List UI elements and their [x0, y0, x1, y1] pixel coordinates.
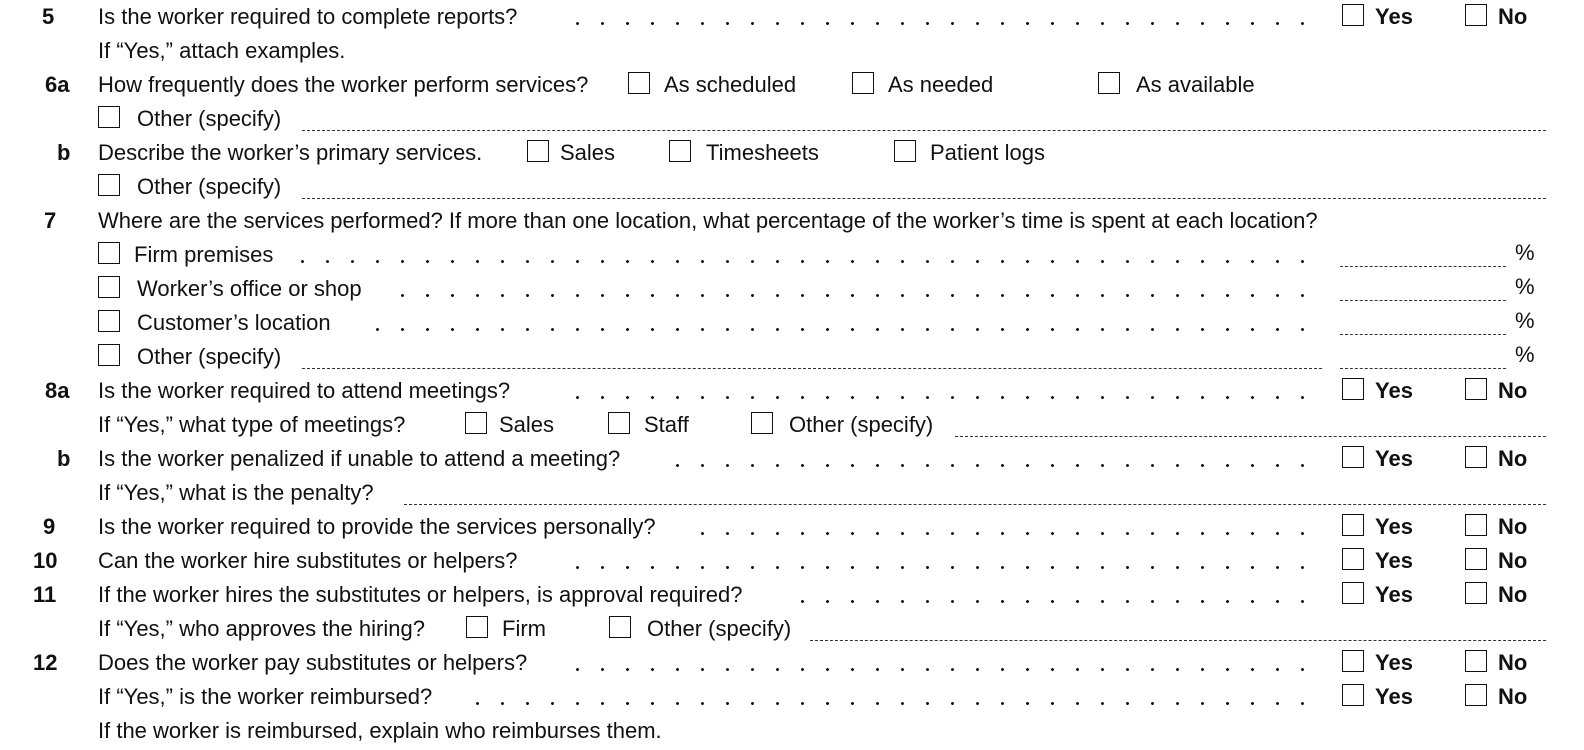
- q12-no-checkbox[interactable]: [1465, 650, 1487, 672]
- q6b-sales-label: Sales: [560, 140, 616, 165]
- q5-no-checkbox[interactable]: [1465, 4, 1487, 26]
- q10-text: Can the worker hire substitutes or helpers?: [98, 548, 518, 573]
- q7-firm-percent-input[interactable]: [1340, 266, 1506, 267]
- q6a-scheduled-label: As scheduled: [664, 72, 797, 97]
- q7-customer-percent-sign: %: [1515, 308, 1535, 333]
- q6b-patientlogs-label: Patient logs: [930, 140, 1045, 165]
- q8b-yes-checkbox[interactable]: [1342, 446, 1364, 468]
- q9-number: 9: [43, 514, 56, 539]
- q11-firm-label: Firm: [502, 616, 546, 641]
- q7-firm-leader-dots: [290, 260, 1320, 263]
- q8b-penalty-input-line[interactable]: [404, 504, 1546, 505]
- q12-reimbursed-yes-label: Yes: [1375, 684, 1413, 709]
- q12-number: 12: [33, 650, 58, 675]
- q8a-staff-label: Staff: [644, 412, 689, 437]
- q12-no-label: No: [1498, 650, 1528, 675]
- q9-no-label: No: [1498, 514, 1528, 539]
- q5-leader-dots: [565, 22, 1320, 25]
- q7-office-leader-dots: [390, 294, 1320, 297]
- q6a-other-label: Other (specify): [137, 106, 282, 131]
- q8a-staff-checkbox[interactable]: [608, 412, 630, 434]
- q5-sub-text: If “Yes,” attach examples.: [98, 38, 346, 63]
- q8a-leader-dots: [565, 396, 1320, 399]
- q6a-available-checkbox[interactable]: [1098, 72, 1120, 94]
- q8a-other-label: Other (specify): [789, 412, 934, 437]
- q7-customer-percent-input[interactable]: [1340, 334, 1506, 335]
- q7-customer-label: Customer’s location: [137, 310, 331, 335]
- q11-leader-dots: [790, 600, 1320, 603]
- q8b-leader-dots: [665, 464, 1320, 467]
- q6b-timesheets-checkbox[interactable]: [669, 140, 691, 162]
- q5-number: 5: [42, 4, 55, 29]
- q9-yes-checkbox[interactable]: [1342, 514, 1364, 536]
- q8a-no-checkbox[interactable]: [1465, 378, 1487, 400]
- q10-number: 10: [33, 548, 58, 573]
- q12-text: Does the worker pay substitutes or helpers?: [98, 650, 528, 675]
- q12-explain-text: If the worker is reimbursed, explain who reimburses them.: [98, 718, 662, 743]
- q8a-other-checkbox[interactable]: [751, 412, 773, 434]
- q8b-text: Is the worker penalized if unable to attend a meeting?: [98, 446, 621, 471]
- q10-yes-checkbox[interactable]: [1342, 548, 1364, 570]
- q8a-number: 8a: [45, 378, 70, 403]
- q10-yes-label: Yes: [1375, 548, 1413, 573]
- q6a-other-input-line[interactable]: [302, 130, 1546, 131]
- q6b-other-checkbox[interactable]: [98, 174, 120, 196]
- q8b-yes-label: Yes: [1375, 446, 1413, 471]
- q11-other-label: Other (specify): [647, 616, 792, 641]
- q12-reimbursed-no-checkbox[interactable]: [1465, 684, 1487, 706]
- q12-reimbursed-leader-dots: [465, 702, 1320, 705]
- q8b-no-label: No: [1498, 446, 1528, 471]
- q6b-timesheets-label: Timesheets: [706, 140, 819, 165]
- q6a-scheduled-checkbox[interactable]: [628, 72, 650, 94]
- q7-other-percent-sign: %: [1515, 342, 1535, 367]
- q9-no-checkbox[interactable]: [1465, 514, 1487, 536]
- q12-reimbursed-text: If “Yes,” is the worker reimbursed?: [98, 684, 433, 709]
- q6b-other-label: Other (specify): [137, 174, 282, 199]
- q6a-needed-checkbox[interactable]: [852, 72, 874, 94]
- q7-other-percent-input[interactable]: [1340, 368, 1506, 369]
- q11-text: If the worker hires the substitutes or helpers, is approval required?: [98, 582, 743, 607]
- q5-yes-checkbox[interactable]: [1342, 4, 1364, 26]
- q7-office-label: Worker’s office or shop: [137, 276, 362, 301]
- q8a-text: Is the worker required to attend meetings?: [98, 378, 511, 403]
- q7-number: 7: [44, 208, 57, 233]
- q6b-number: b: [57, 140, 71, 165]
- q11-yes-checkbox[interactable]: [1342, 582, 1364, 604]
- q7-firm-percent-sign: %: [1515, 240, 1535, 265]
- q6a-available-label: As available: [1136, 72, 1255, 97]
- q12-reimbursed-no-label: No: [1498, 684, 1528, 709]
- q7-firm-checkbox[interactable]: [98, 242, 120, 264]
- q7-text: Where are the services performed? If more than one location, what percentage of the worker’s time is spent at each location?: [98, 208, 1318, 233]
- q8a-sub-text: If “Yes,” what type of meetings?: [98, 412, 406, 437]
- q7-other-label: Other (specify): [137, 344, 282, 369]
- q6b-sales-checkbox[interactable]: [527, 140, 549, 162]
- q8a-yes-label: Yes: [1375, 378, 1413, 403]
- q11-no-checkbox[interactable]: [1465, 582, 1487, 604]
- q8b-no-checkbox[interactable]: [1465, 446, 1487, 468]
- q10-no-label: No: [1498, 548, 1528, 573]
- q11-sub-text: If “Yes,” who approves the hiring?: [98, 616, 425, 641]
- q6b-text: Describe the worker’s primary services.: [98, 140, 483, 165]
- q8a-yes-checkbox[interactable]: [1342, 378, 1364, 400]
- q12-yes-checkbox[interactable]: [1342, 650, 1364, 672]
- q5-no-label: No: [1498, 4, 1528, 29]
- q7-firm-label: Firm premises: [134, 242, 274, 267]
- q6a-text: How frequently does the worker perform services?: [98, 72, 589, 97]
- q9-text: Is the worker required to provide the services personally?: [98, 514, 656, 539]
- q11-firm-checkbox[interactable]: [466, 616, 488, 638]
- q7-office-percent-input[interactable]: [1340, 300, 1506, 301]
- q8a-sales-label: Sales: [499, 412, 555, 437]
- q7-customer-checkbox[interactable]: [98, 310, 120, 332]
- q5-text: Is the worker required to complete reports?: [98, 4, 518, 29]
- q11-other-checkbox[interactable]: [609, 616, 631, 638]
- q8a-sales-checkbox[interactable]: [465, 412, 487, 434]
- q11-yes-label: Yes: [1375, 582, 1413, 607]
- q6a-needed-label: As needed: [888, 72, 994, 97]
- q8b-sub-text: If “Yes,” what is the penalty?: [98, 480, 374, 505]
- q12-yes-label: Yes: [1375, 650, 1413, 675]
- q8a-other-input-line[interactable]: [955, 436, 1546, 437]
- q10-no-checkbox[interactable]: [1465, 548, 1487, 570]
- q8b-number: b: [57, 446, 71, 471]
- q11-other-input-line[interactable]: [810, 640, 1546, 641]
- q7-other-input-line[interactable]: [302, 368, 1322, 369]
- q12-leader-dots: [565, 668, 1320, 671]
- q12-reimbursed-yes-checkbox[interactable]: [1342, 684, 1364, 706]
- q5-yes-label: Yes: [1375, 4, 1413, 29]
- q11-no-label: No: [1498, 582, 1528, 607]
- q7-office-percent-sign: %: [1515, 274, 1535, 299]
- q6b-patientlogs-checkbox[interactable]: [894, 140, 916, 162]
- q9-yes-label: Yes: [1375, 514, 1413, 539]
- q7-customer-leader-dots: [365, 328, 1320, 331]
- q9-leader-dots: [690, 532, 1320, 535]
- q6b-other-input-line[interactable]: [302, 198, 1546, 199]
- q11-number: 11: [33, 582, 57, 607]
- q6a-number: 6a: [45, 72, 70, 97]
- q8a-no-label: No: [1498, 378, 1528, 403]
- q7-other-checkbox[interactable]: [98, 344, 120, 366]
- q6a-other-checkbox[interactable]: [98, 106, 120, 128]
- q7-office-checkbox[interactable]: [98, 276, 120, 298]
- q10-leader-dots: [565, 566, 1320, 569]
